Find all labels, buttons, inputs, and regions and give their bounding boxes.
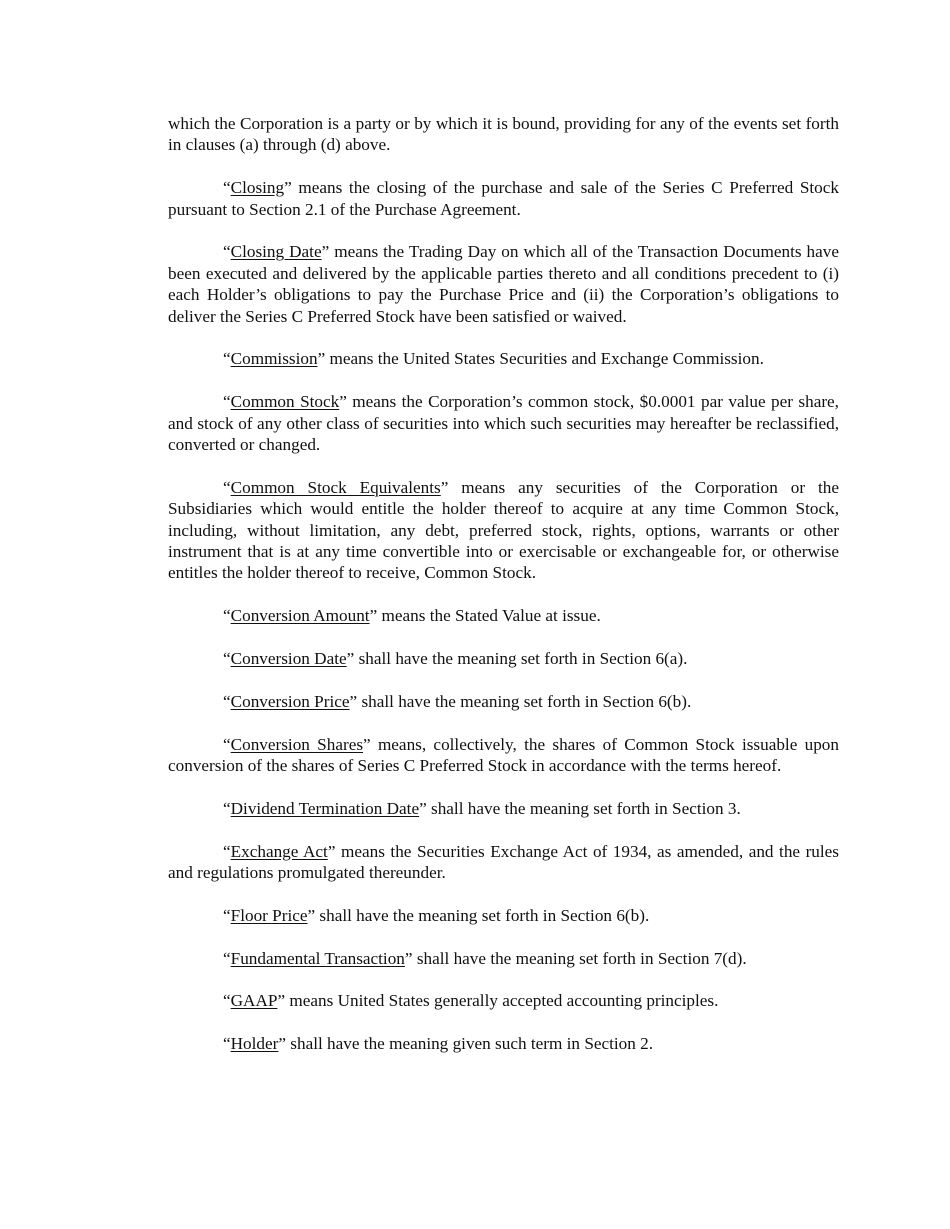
definition-paragraph <box>168 348 839 369</box>
open-quote: “ <box>223 841 231 861</box>
definition-paragraph <box>168 798 839 819</box>
open-quote: “ <box>223 798 231 818</box>
document-page <box>168 113 839 1076</box>
open-quote: “ <box>223 991 231 1011</box>
defined-term: Commission <box>230 349 318 369</box>
definition-paragraph <box>168 177 839 220</box>
definition-text: ” means the Securities Exchange Act of 1934, as amended, and the rules and regulations promulgated thereunder. <box>168 841 839 883</box>
definition-text: ” shall have the meaning set forth in Section 6(b). <box>349 691 692 711</box>
definition-text: ” shall have the meaning set forth in Section 6(a). <box>346 649 688 669</box>
definition-text: ” shall have the meaning given such term in Section 2. <box>278 1034 654 1054</box>
open-quote: “ <box>223 242 231 262</box>
definition-text: ” means the Stated Value at issue. <box>369 606 601 626</box>
definition-paragraph <box>168 691 839 712</box>
open-quote: “ <box>223 691 231 711</box>
definitions-list <box>168 177 839 1054</box>
open-quote: “ <box>223 477 231 497</box>
open-quote: “ <box>223 392 231 412</box>
definition-text: ” means the closing of the purchase and sale of the Series C Preferred Stock pursuant to Section 2.1 of the Purchase Agreement. <box>168 178 839 219</box>
open-quote: “ <box>223 1034 231 1054</box>
definition-text: ” shall have the meaning set forth in Section 7(d). <box>404 948 747 968</box>
open-quote: “ <box>223 649 231 669</box>
definition-text: ” means any securities of the Corporation or the Subsidiaries which would entitle the holder thereof to acquire at any time Common Stock, including, without limitation, any debt, preferred stock, rights, options, warrants or other instrument that is at any time convertible into or exercisable or exchangeable for, or otherwise entitles the holder thereof to receive, Common Stock. <box>168 477 839 583</box>
definition-paragraph <box>168 605 839 626</box>
open-quote: “ <box>223 948 231 968</box>
defined-term: Floor Price <box>230 905 308 925</box>
open-quote: “ <box>223 734 231 754</box>
definition-text: ” shall have the meaning set forth in Section 6(b). <box>307 905 650 925</box>
defined-term: Exchange Act <box>230 841 328 861</box>
definition-text: ” means the Trading Day on which all of the Transaction Documents have been executed and delivered by the applicable parties thereto and all conditions precedent to (i) each Holder’s obligations to pay the Purchase Price and (ii) the Corporation’s obligations to deliver the Series C Preferred Stock have been satisfied or waived. <box>168 242 839 326</box>
defined-term: Holder <box>230 1034 279 1054</box>
definition-text: ” shall have the meaning set forth in Section 3. <box>419 798 741 818</box>
open-quote: “ <box>223 905 231 925</box>
definition-text: ” means, collectively, the shares of Common Stock issuable upon conversion of the shares of Series C Preferred Stock in accordance with the terms hereof. <box>168 734 839 776</box>
open-quote: “ <box>223 606 231 626</box>
open-quote: “ <box>223 349 231 369</box>
definition-text: ” means the Corporation’s common stock, $0.0001 par value per share, and stock of any other class of securities into which such securities may hereafter be reclassified, converted or changed. <box>168 392 839 455</box>
defined-term: GAAP <box>230 991 278 1011</box>
defined-term: Conversion Date <box>230 649 347 669</box>
definition-paragraph <box>168 1033 839 1054</box>
definition-paragraph <box>168 477 839 584</box>
definition-paragraph <box>168 391 839 455</box>
defined-term: Common Stock Equivalents <box>230 477 441 497</box>
definition-text: ” means United States generally accepted accounting principles. <box>277 991 719 1011</box>
definition-paragraph <box>168 241 839 327</box>
definition-paragraph <box>168 905 839 926</box>
defined-term: Conversion Price <box>230 691 350 711</box>
intro-paragraph: which the Corporation is a party or by which it is bound, providing for any of the events set forth in clauses (a) through (d) above. <box>168 114 839 155</box>
defined-term: Closing <box>230 178 285 198</box>
defined-term: Fundamental Transaction <box>230 948 405 968</box>
definition-paragraph <box>168 948 839 969</box>
defined-term: Dividend Termination Date <box>230 798 420 818</box>
definition-paragraph <box>168 841 839 884</box>
open-quote: “ <box>223 178 231 198</box>
definition-text: ” means the United States Securities and Exchange Commission. <box>317 349 764 369</box>
defined-term: Conversion Shares <box>230 734 364 754</box>
definition-paragraph <box>168 734 839 777</box>
defined-term: Common Stock <box>230 392 340 412</box>
definition-paragraph <box>168 648 839 669</box>
defined-term: Conversion Amount <box>230 606 370 626</box>
definition-paragraph <box>168 990 839 1011</box>
defined-term: Closing Date <box>230 242 322 262</box>
